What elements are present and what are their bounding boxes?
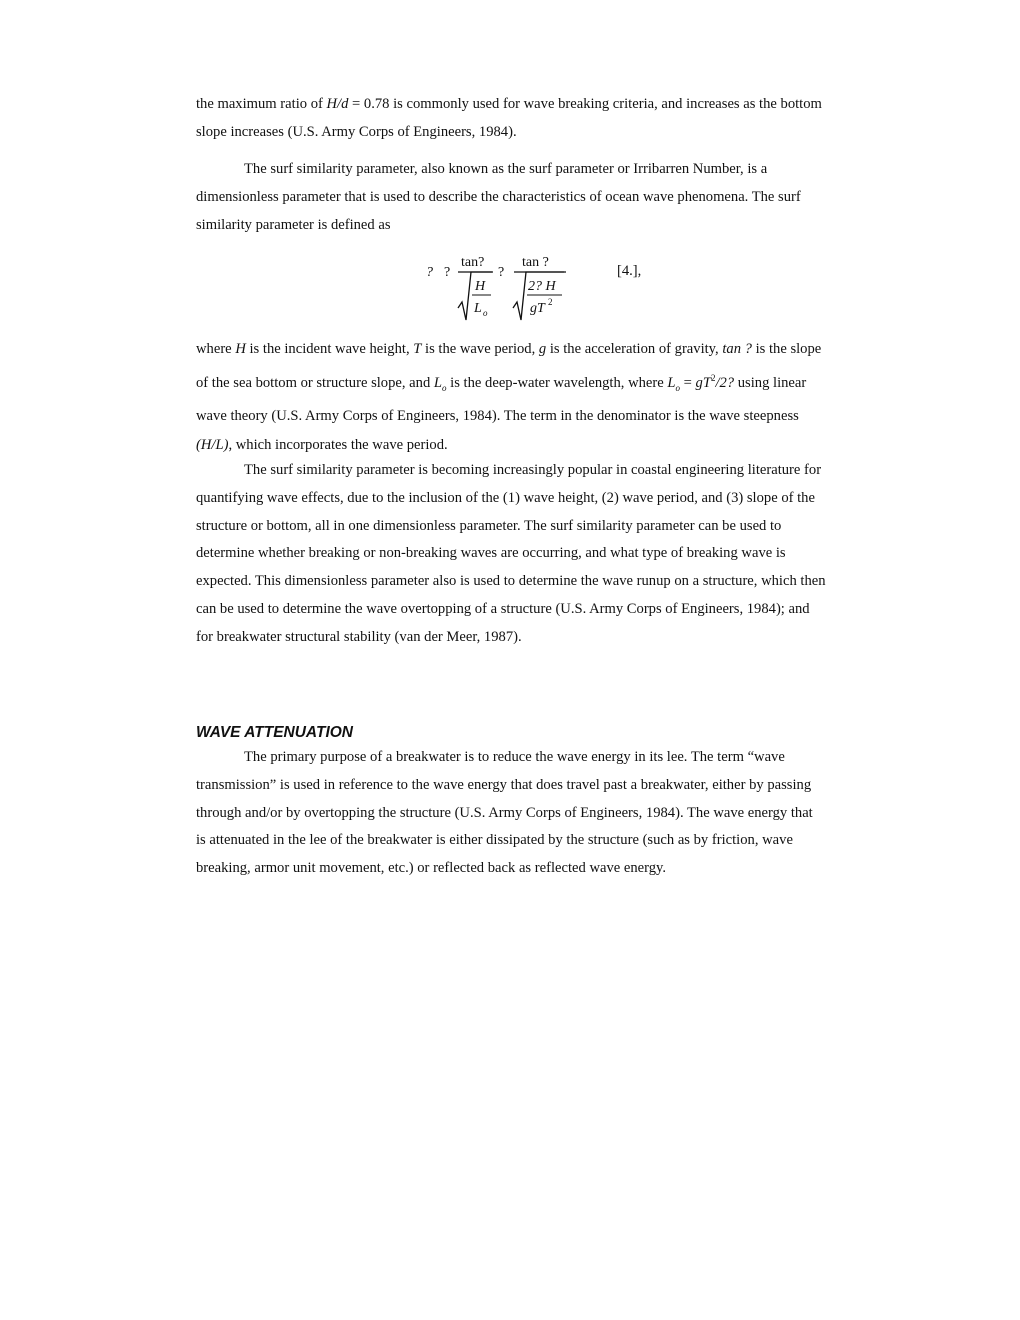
paragraph-surf-parameter-intro: The surf similarity parameter, also known as the surf parameter or Irribarren Number, is a dimensionless parameter that is used to describe the characteristics of ocean wave phenomena. The surf similarity parameter is defined as bbox=[196, 161, 801, 233]
subscript-o: o bbox=[483, 308, 488, 318]
superscript-two: 2 bbox=[710, 372, 716, 383]
t-symbol: T bbox=[413, 341, 422, 357]
text-run: is the deep-water wavelength, where bbox=[446, 374, 668, 391]
text-run: is the wave period, bbox=[421, 341, 539, 357]
section-heading-wave-attenuation: WAVE ATTENUATION bbox=[196, 724, 353, 741]
subscript-o: o bbox=[442, 382, 447, 393]
l-symbol: L bbox=[433, 374, 443, 391]
text-run: is the acceleration of gravity, bbox=[546, 341, 723, 357]
tan-alpha-numerator: tan ? bbox=[522, 255, 549, 270]
h-symbol: H bbox=[475, 279, 486, 294]
text-run: where bbox=[196, 341, 236, 357]
two-pi-h: 2? H bbox=[528, 279, 556, 294]
superscript-two: 2 bbox=[548, 297, 553, 307]
equals-symbol: ? bbox=[444, 265, 451, 280]
equals-symbol: ? bbox=[498, 265, 505, 280]
g-t-symbol: gT bbox=[695, 374, 711, 391]
text-run: = 0.78 is commonly used for wave breaking criteria, and increases as the bottom slope increases (U.S. Army Corps of Engineers, 1984). bbox=[196, 96, 822, 140]
subscript-o: o bbox=[675, 382, 680, 393]
paragraph-surf-parameter-usage: The surf similarity parameter is becoming increasingly popular in coastal engineering literature for quantifying wave effects, due to the inclusion of the (1) wave height, (2) wave period, and (3) slope of the structure or bottom, all in one dimensionless parameter. The surf similarity parameter can be used to determine whether breaking or non-breaking waves are occurring, and what type of breaking wave is expected. This dimensionless parameter also is used to determine the wave runup on a structure, which then can be used to determine the wave overtopping of a structure (U.S. Army Corps of Engineers, 1984); and for breakwater structural stability (van der Meer, 1987). bbox=[196, 462, 826, 645]
surf-similarity-equation bbox=[420, 250, 680, 330]
l-symbol: L bbox=[667, 374, 676, 391]
h-symbol: H bbox=[235, 341, 246, 357]
text-run: is the slope of the sea bottom or structure slope, and bbox=[196, 341, 822, 391]
over-two-pi: /2? bbox=[715, 374, 735, 391]
equation-number: [4.], bbox=[617, 263, 642, 279]
tan-alpha-numerator: tan? bbox=[461, 255, 485, 270]
text-run: = bbox=[680, 374, 696, 391]
ratio-symbol: H/d bbox=[326, 96, 349, 112]
paragraph-variable-definitions bbox=[196, 335, 826, 460]
xi-symbol: ? bbox=[426, 265, 433, 280]
wave-steepness-symbol: (H/L) bbox=[196, 436, 229, 453]
paragraph-wave-attenuation: The primary purpose of a breakwater is to reduce the wave energy in its lee. The term “wave transmission” is used in reference to the wave energy that does travel past a breakwater, either by passing through and/or by overtopping the structure (U.S. Army Corps of Engineers, 1984). The wave energy that is attenuated in the lee of the breakwater is either dissipated by the structure (such as by friction, wave breaking, armor unit movement, etc.) or reflected back as reflected wave energy. bbox=[196, 749, 813, 877]
text-run: the maximum ratio of bbox=[196, 96, 327, 112]
l-symbol: L bbox=[474, 301, 482, 316]
paragraph-breaking-criteria bbox=[196, 91, 826, 147]
text-run: is the incident wave height, bbox=[245, 341, 414, 357]
text-run: using linear wave theory (U.S. Army Corps of Engineers, 1984). The term in the denominator is the wave steepness bbox=[196, 374, 807, 425]
g-symbol: g bbox=[538, 341, 547, 357]
text-run: , which incorporates the wave period. bbox=[228, 436, 448, 453]
g-t-squared: gT bbox=[530, 301, 545, 316]
tan-alpha: tan ? bbox=[722, 341, 752, 357]
